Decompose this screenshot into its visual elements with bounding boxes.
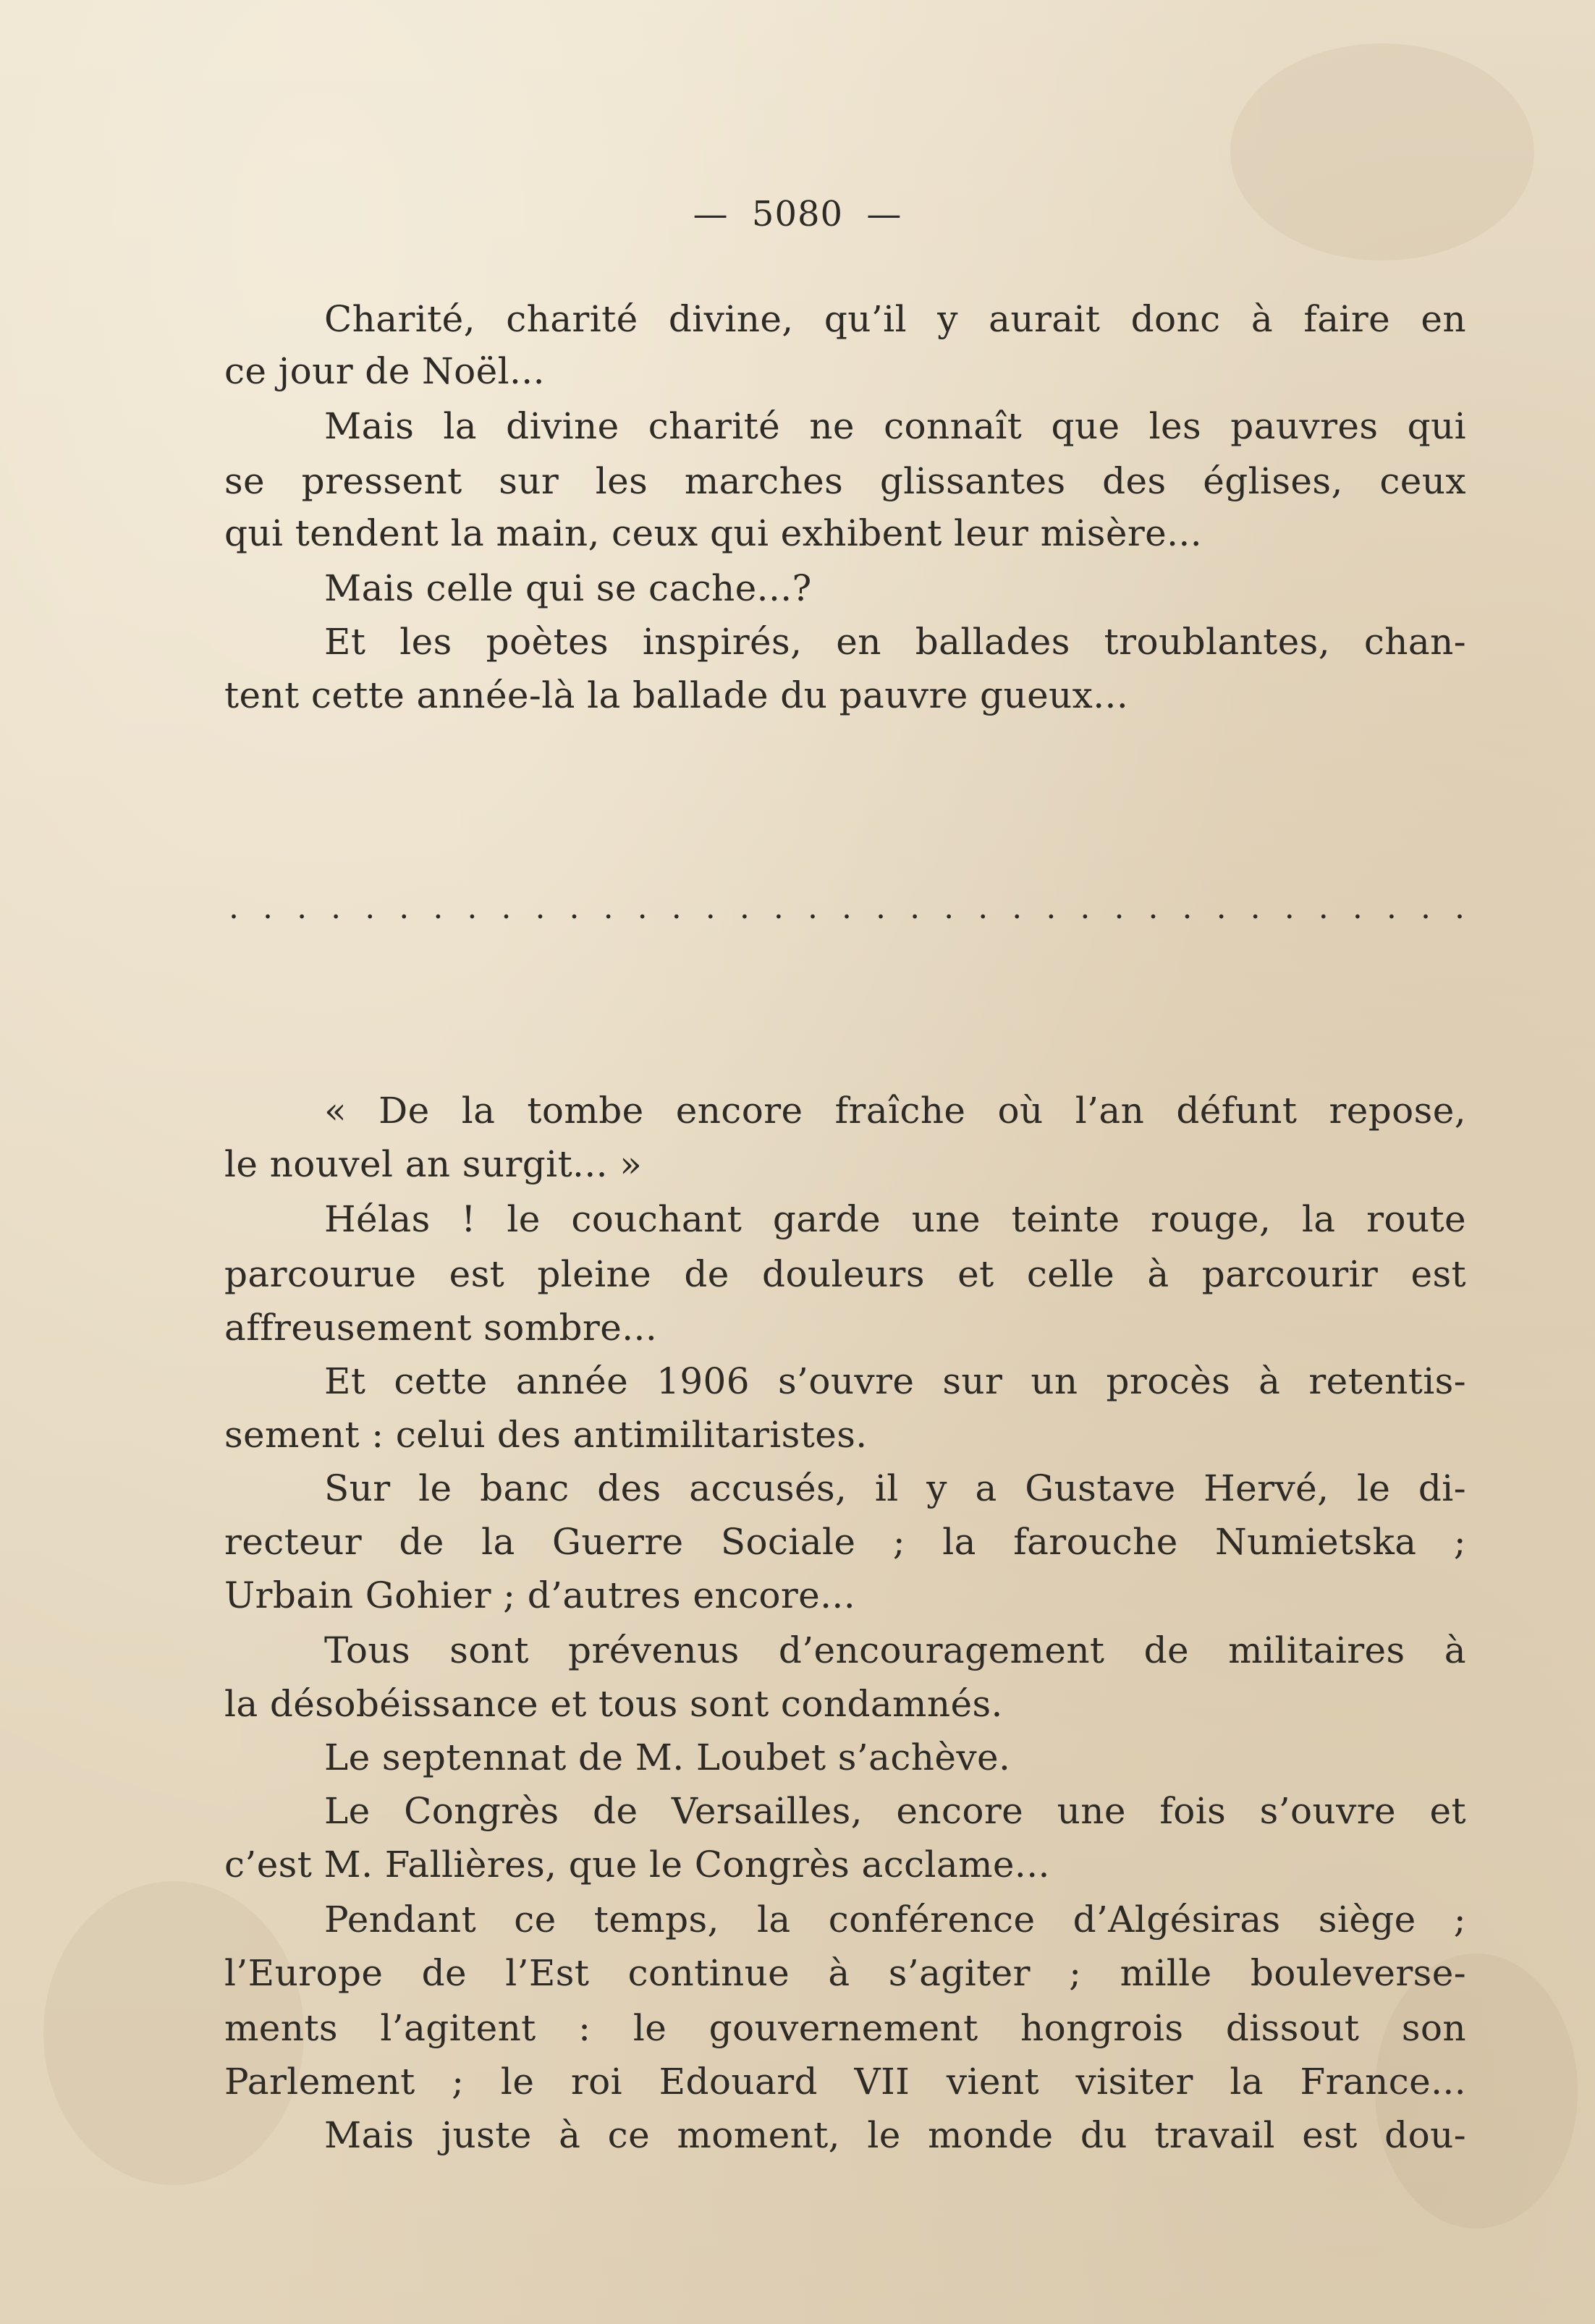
page-number [0,194,1595,234]
text-line: « De la tombe encore fraîche où l’an défunt repose, [324,1090,1466,1132]
section-separator-dots: . . . . . . . . . . . . . . . . . . . . . . . . . . . . . . . . . . . . . [229,889,1465,926]
text-line: Le Congrès de Versailles, encore une fois s’ouvre et [324,1790,1466,1832]
text-line: la désobéissance et tous sont condamnés. [224,1683,1003,1725]
page-number-dash-left: — [693,194,729,234]
text-line: Urbain Gohier ; d’autres encore... [224,1574,856,1616]
text-line: c’est M. Fallières, que le Congrès acclame... [224,1844,1050,1886]
text-line: affreusement sombre... [224,1307,658,1349]
text-line: Et les poètes inspirés, en ballades troublantes, chan- [324,621,1466,663]
page-number-dash-right: — [866,194,902,234]
text-line: Hélas ! le couchant garde une teinte rouge, la route [324,1198,1466,1240]
text-line: Mais juste à ce moment, le monde du travail est dou- [324,2114,1466,2156]
text-line: le nouvel an surgit... » [224,1143,643,1185]
text-line: recteur de la Guerre Sociale ; la farouche Numietska ; [224,1521,1466,1563]
text-line: Parlement ; le roi Edouard VII vient visiter la France... [224,2061,1466,2103]
text-line: Mais celle qui se cache...? [324,567,812,609]
text-line: qui tendent la main, ceux qui exhibent leur misère... [224,512,1203,554]
text-line: Sur le banc des accusés, il y a Gustave Hervé, le di- [324,1467,1466,1509]
text-line: sement : celui des antimilitaristes. [224,1414,868,1456]
text-line: Charité, charité divine, qu’il y aurait donc à faire en [324,298,1466,340]
text-line: l’Europe de l’Est continue à s’agiter ; mille bouleverse- [224,1952,1466,1994]
text-line: Mais la divine charité ne connaît que les pauvres qui [324,405,1466,447]
text-line: ce jour de Noël... [224,350,545,392]
text-line: ments l’agitent : le gouvernement hongrois dissout son [224,2007,1466,2049]
text-line: parcourue est pleine de douleurs et celle à parcourir est [224,1253,1466,1295]
text-line: se pressent sur les marches glissantes des églises, ceux [224,460,1466,502]
text-line: Le septennat de M. Loubet s’achève. [324,1736,1011,1778]
text-line: Pendant ce temps, la conférence d’Algésiras siège ; [324,1899,1466,1941]
text-line: tent cette année-là la ballade du pauvre gueux... [224,674,1129,716]
text-line: Tous sont prévenus d’encouragement de militaires à [324,1629,1466,1671]
page-number-value: 5080 [751,194,844,234]
text-line: Et cette année 1906 s’ouvre sur un procès à retentis- [324,1360,1466,1402]
